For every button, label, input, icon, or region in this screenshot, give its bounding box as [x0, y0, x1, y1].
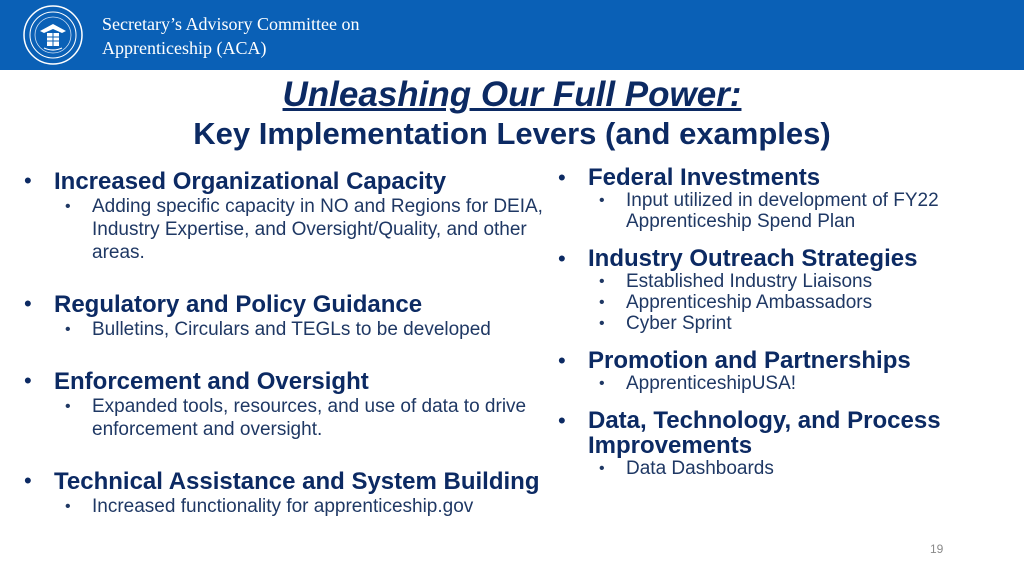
- disc-bullet-icon: •: [558, 246, 566, 271]
- lever-example: [588, 271, 998, 292]
- lever-example: [54, 395, 544, 441]
- disc-bullet-icon: •: [24, 168, 32, 193]
- disc-bullet-icon: •: [599, 294, 605, 311]
- lever-example: [588, 313, 998, 334]
- lever-heading: Regulatory and Policy Guidance: [54, 291, 423, 318]
- slide-title: Unleashing Our Full Power:: [282, 75, 742, 114]
- disc-bullet-icon: •: [558, 348, 566, 373]
- disc-bullet-icon: •: [558, 165, 566, 190]
- organization-name: [102, 12, 359, 60]
- organization-name-line2: Apprenticeship (ACA): [102, 38, 267, 58]
- lever-example: [588, 190, 998, 232]
- lever-item: [558, 246, 998, 334]
- disc-bullet-icon: •: [599, 460, 605, 477]
- organization-name-line1: Secretary’s Advisory Committee on: [102, 14, 360, 34]
- lever-example-text: Increased functionality for apprenticeship.gov: [92, 496, 474, 517]
- lever-example: [54, 318, 544, 341]
- lever-heading: Promotion and Partnerships: [588, 347, 911, 374]
- lever-example-text: Established Industry Liaisons: [626, 271, 873, 292]
- lever-example-text: Cyber Sprint: [626, 313, 732, 334]
- lever-example-text: ApprenticeshipUSA!: [626, 373, 797, 394]
- disc-bullet-icon: •: [24, 291, 32, 316]
- lever-heading: Data, Technology, and Process Improvements: [588, 407, 941, 459]
- department-seal-icon: [22, 4, 84, 66]
- slide-subtitle: Key Implementation Levers (and examples): [193, 116, 831, 151]
- lever-example: [588, 292, 998, 313]
- disc-bullet-icon: •: [599, 375, 605, 392]
- lever-heading: Enforcement and Oversight: [54, 368, 369, 395]
- header-banner: [0, 0, 1024, 70]
- lever-heading: Increased Organizational Capacity: [54, 168, 447, 195]
- lever-example-text: Expanded tools, resources, and use of data to drive enforcement and oversight.: [92, 396, 527, 440]
- lever-item: [558, 348, 998, 394]
- disc-bullet-icon: •: [65, 498, 71, 515]
- disc-bullet-icon: •: [558, 408, 566, 433]
- lever-heading: Technical Assistance and System Building: [54, 468, 540, 495]
- right-lever-list: [558, 165, 998, 479]
- disc-bullet-icon: •: [24, 368, 32, 393]
- page-number: 19: [930, 542, 944, 556]
- lever-example: [54, 195, 544, 264]
- disc-bullet-icon: •: [65, 398, 71, 415]
- disc-bullet-icon: •: [599, 273, 605, 290]
- left-lever-list: [24, 168, 544, 518]
- lever-item: [558, 408, 998, 479]
- lever-heading: Industry Outreach Strategies: [588, 245, 918, 272]
- disc-bullet-icon: •: [65, 198, 71, 215]
- disc-bullet-icon: •: [599, 192, 605, 209]
- lever-item: [24, 291, 544, 341]
- lever-example-text: Data Dashboards: [626, 458, 774, 479]
- lever-example: [54, 495, 544, 518]
- disc-bullet-icon: •: [65, 321, 71, 338]
- lever-example: [588, 373, 998, 394]
- lever-example: [588, 458, 998, 479]
- disc-bullet-icon: •: [24, 468, 32, 493]
- lever-example-text: Input utilized in development of FY22 Apprenticeship Spend Plan: [626, 190, 939, 232]
- lever-item: [24, 468, 544, 518]
- lever-example-text: Adding specific capacity in NO and Regions for DEIA, Industry Expertise, and Oversight/Quality, and other areas.: [92, 196, 543, 263]
- disc-bullet-icon: •: [599, 315, 605, 332]
- lever-item: [24, 168, 544, 264]
- lever-example-text: Apprenticeship Ambassadors: [626, 292, 873, 313]
- lever-item: [24, 368, 544, 441]
- lever-item: [558, 165, 998, 232]
- lever-heading: Federal Investments: [588, 164, 821, 191]
- lever-example-text: Bulletins, Circulars and TEGLs to be developed: [92, 319, 491, 340]
